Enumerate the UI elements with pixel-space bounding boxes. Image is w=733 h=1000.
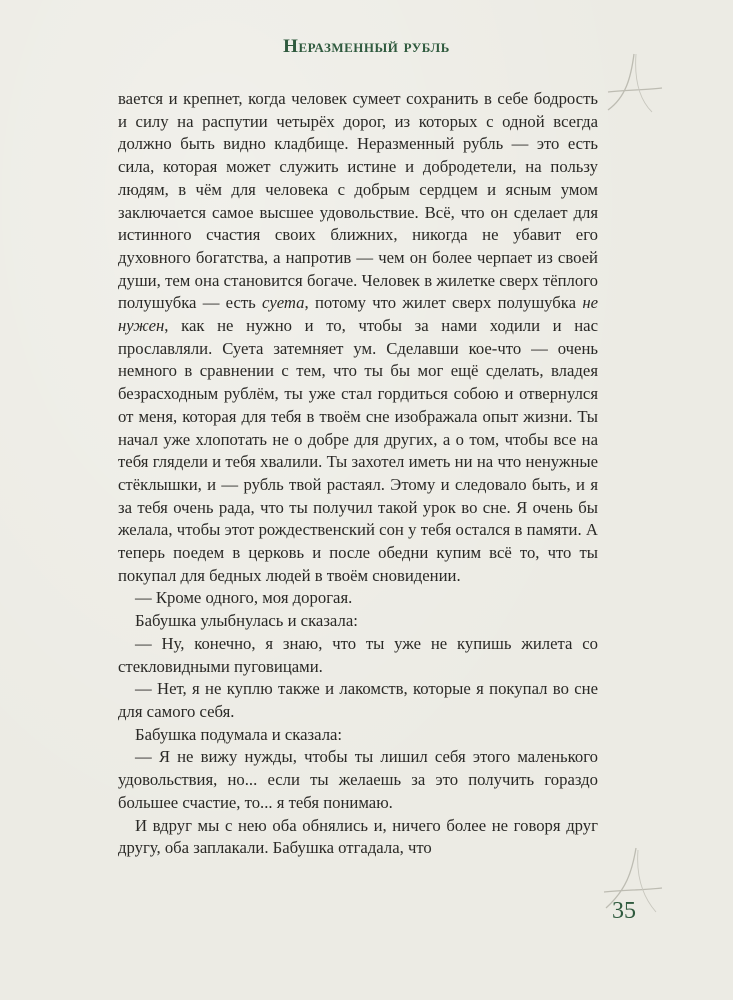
paragraph: Бабушка подумала и сказала: <box>135 724 343 744</box>
paragraph: вается и крепнет, когда человек сумеет сохранить в себе бодрость и силу на распутии четырёх дорог, из которых с одной всегда должно быть видно кладбище. Неразменный рубль — это есть сила, которая может служить истине и добродетели, на пользу людям, в чём для человека с добрым сердцем и ясным умом заключается самое высшее удовольствие. Всё, что он сделает для истинного счастия своих ближних, никогда не убавит его духовного богатства, а напротив — чем он более черпает из своей души, тем она становится богаче. Человек в жилетке сверх тёплого полушубка — есть суета, потому что жилет сверх полушубка не нужен, как не нужно и то, чтобы за нами ходили и нас прославляли. Суета затемняет ум. Сделавши кое-что — очень немного в сравнении с тем, что ты бы мог ещё сделать, владея безрасходным рублём, ты уже стал гордиться собою и отвернулся от меня, которая для тебя в твоём сне изображала опыт жизни. Ты начал уже хлопотать не о добре для других, а о том, чтобы все на тебя глядели и тебя хвалили. Ты захотел иметь ни на что ненужные стёклышки, и — рубль твой растаял. Этому и следовало быть, и я за тебя очень рада, что ты получил такой урок во сне. Я очень бы желала, чтобы этот рождественский сон у тебя остался в памяти. А теперь поедем в церковь и после обедни купим всё то, что ты покупал для бедных людей в твоём сновидении. <box>118 89 598 585</box>
paragraph: — Я не вижу нужды, чтобы ты лишил себя этого маленького удовольствия, но... если ты желаешь за это получить гораздо большее счастие, то... я тебя понимаю. <box>118 747 598 812</box>
running-head: Неразменный рубль <box>283 36 450 57</box>
italic-emphasis: не нужен <box>118 293 598 336</box>
italic-emphasis: суета <box>262 293 305 313</box>
corner-ornament-icon <box>596 52 664 114</box>
paragraph: — Ну, конечно, я знаю, что ты уже не купишь жилета со стекловидными пуговицами. <box>118 633 598 676</box>
page-number: 35 <box>612 898 636 924</box>
paragraph: — Нет, я не куплю также и лакомств, которые я покупал во сне для самого себя. <box>118 679 598 721</box>
body-text <box>118 88 598 860</box>
paragraph: — Кроме одного, моя дорогая. <box>135 588 353 608</box>
paragraph: Бабушка улыбнулась и сказала: <box>135 611 358 631</box>
paragraph: И вдруг мы с нею оба обнялись и, ничего более не говоря друг другу, оба заплакали. Бабушка отгадала, что <box>118 815 598 858</box>
